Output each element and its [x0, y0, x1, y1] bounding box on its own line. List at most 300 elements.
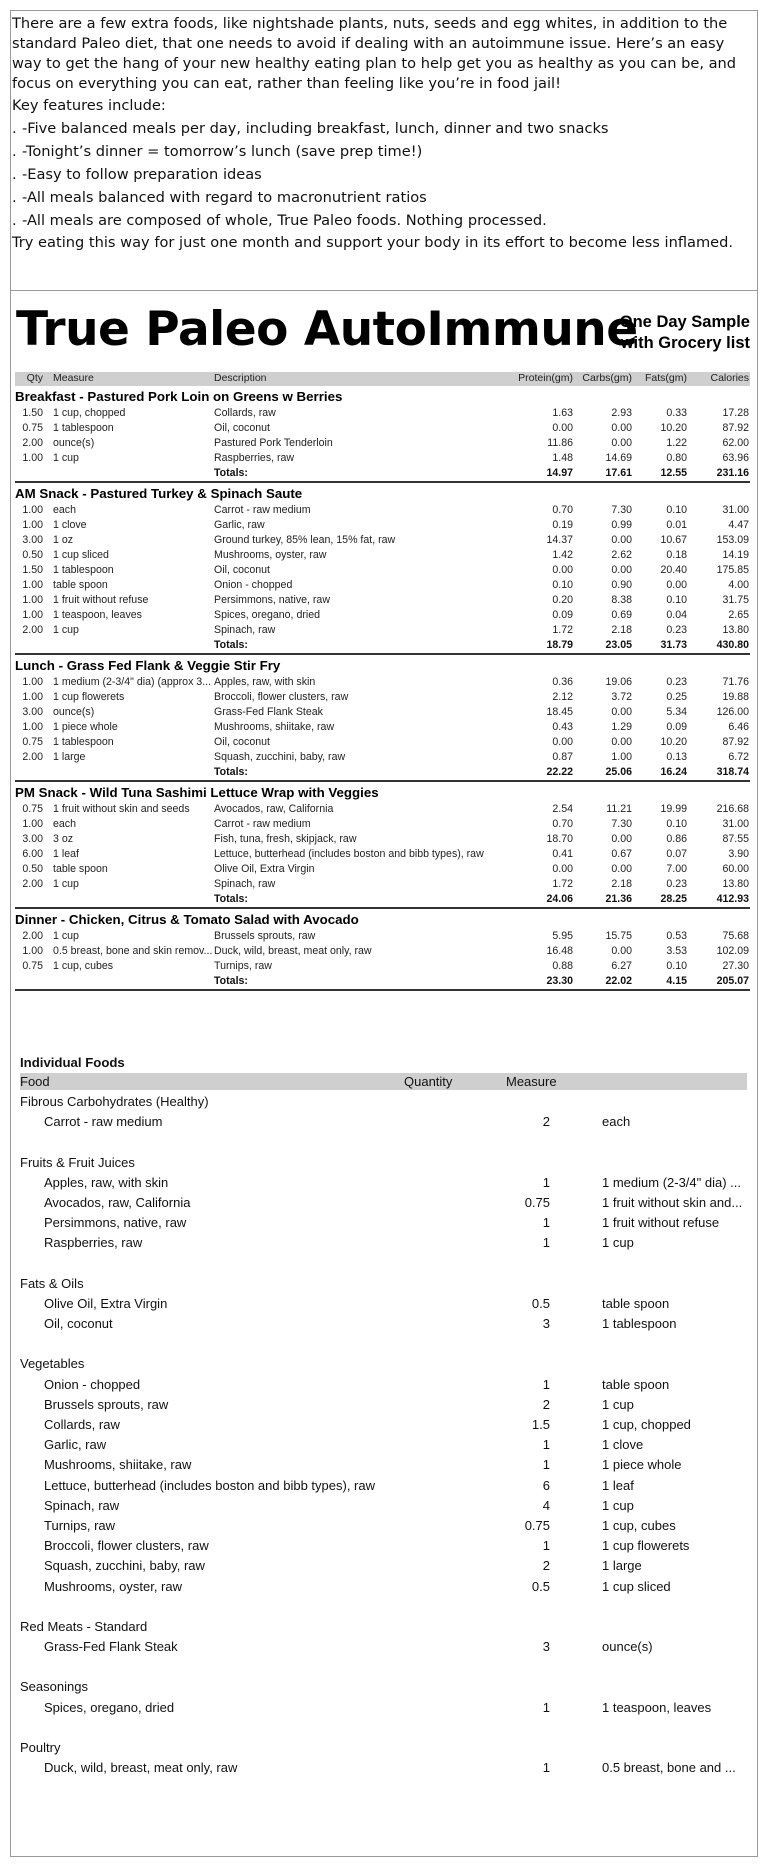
individual-foods-header: [20, 1073, 747, 1090]
cell-description: Spinach, raw: [214, 624, 276, 636]
cell-calories: 126.00: [716, 706, 749, 718]
food-quantity: 3: [542, 1316, 550, 1332]
cell-calories: 31.00: [722, 504, 749, 516]
food-measure: 1 fruit without refuse: [602, 1215, 720, 1231]
food-name: Duck, wild, breast, meat only, raw: [44, 1760, 238, 1776]
total-calories: 205.07: [716, 975, 749, 987]
food-name: Olive Oil, Extra Virgin: [44, 1295, 168, 1311]
food-measure: 1 fruit without skin and...: [602, 1194, 743, 1210]
cell-carbs: 0.67: [611, 848, 632, 860]
cell-calories: 13.80: [722, 878, 749, 890]
cell-qty: 3.00: [22, 706, 43, 718]
food-group-row: [20, 1617, 747, 1637]
cell-protein: 0.09: [552, 609, 573, 621]
cell-measure: 1 clove: [53, 519, 87, 531]
food-name: Broccoli, flower clusters, raw: [44, 1538, 209, 1554]
header-measure-col: Measure: [506, 1074, 557, 1089]
cell-fats: 0.18: [666, 549, 687, 561]
food-name: Spices, oregano, dried: [44, 1699, 175, 1715]
meal-row: [15, 877, 750, 892]
cell-calories: 4.00: [728, 579, 749, 591]
meal-row: [15, 421, 750, 436]
cell-measure: 0.5 breast, bone and skin remov...: [53, 945, 213, 957]
cell-protein: 0.00: [552, 863, 573, 875]
food-item-row: [20, 1698, 747, 1718]
cell-calories: 216.68: [716, 803, 749, 815]
cell-description: Avocados, raw, California: [214, 803, 334, 815]
food-item-row: [20, 1455, 747, 1475]
cell-protein: 14.37: [546, 534, 573, 546]
cell-calories: 27.30: [722, 960, 749, 972]
food-item-row: [20, 1415, 747, 1435]
meal-row: [15, 690, 750, 705]
cell-fats: 0.10: [666, 818, 687, 830]
cell-carbs: 3.72: [611, 691, 632, 703]
food-measure: 1 cup sliced: [602, 1578, 671, 1594]
header-quantity: Quantity: [404, 1074, 453, 1089]
food-quantity: 3: [542, 1639, 550, 1655]
cell-carbs: 0.00: [611, 706, 632, 718]
cell-carbs: 11.21: [606, 803, 632, 815]
food-item-row: [20, 1536, 747, 1556]
food-quantity: 0.5: [531, 1578, 550, 1594]
cell-calories: 175.85: [716, 564, 749, 576]
cell-description: Garlic, raw: [214, 519, 265, 531]
cell-carbs: 0.00: [611, 422, 632, 434]
cell-carbs: 0.00: [611, 736, 632, 748]
feature-item: . -All meals balanced with regard to macronutrient ratios: [12, 189, 427, 206]
meal-row: [15, 944, 750, 959]
total-protein: 22.22: [546, 766, 573, 778]
meal-row: [15, 533, 750, 548]
cell-qty: 1.00: [22, 691, 43, 703]
cell-fats: 10.20: [660, 422, 687, 434]
meal-totals-row: [15, 466, 750, 481]
group-spacer: [20, 1132, 747, 1152]
page-title: True Paleo AutoImmune: [16, 302, 638, 357]
cell-measure: 1 leaf: [53, 848, 79, 860]
food-quantity: 1: [542, 1235, 550, 1251]
cell-calories: 14.19: [722, 549, 749, 561]
meal-row: [15, 720, 750, 735]
meal-totals-row: [15, 765, 750, 780]
food-group-name: Fibrous Carbohydrates (Healthy): [20, 1094, 209, 1109]
intro-paragraph: There are a few extra foods, like nightshade plants, nuts, seeds and egg whites, in addition to the standard Paleo diet, that one needs to avoid if dealing with an autoimmune issue. Here’s an easy way to get the hang of your new healthy eating plan to help get you as healthy as you can be, and focus on everything you can eat, rather than feeling like you’re in food jail!: [12, 15, 737, 92]
cell-qty: 1.00: [22, 519, 43, 531]
food-quantity: 1.5: [531, 1417, 550, 1432]
food-quantity: 1: [542, 1437, 550, 1453]
cell-carbs: 0.00: [611, 534, 632, 546]
cell-protein: 5.95: [552, 930, 573, 942]
cell-fats: 10.67: [660, 534, 687, 546]
cell-fats: 19.99: [660, 803, 687, 815]
cell-carbs: 2.18: [611, 878, 632, 890]
food-measure: 1 cup, chopped: [602, 1417, 691, 1432]
food-group-row: [20, 1092, 747, 1112]
cell-qty: 2.00: [22, 437, 43, 449]
cell-qty: 2.00: [22, 878, 43, 890]
food-name: Spinach, raw: [44, 1497, 120, 1513]
cell-measure: 1 cup flowerets: [53, 691, 125, 703]
food-group-row: [20, 1274, 747, 1294]
food-item-row: [20, 1637, 747, 1657]
total-fats: 28.25: [660, 893, 687, 905]
food-measure: each: [602, 1114, 631, 1130]
cell-protein: 0.19: [552, 519, 573, 531]
cell-protein: 1.48: [552, 452, 573, 464]
feature-item: . -Tonight’s dinner = tomorrow’s lunch (save prep time!): [12, 143, 423, 160]
total-calories: 412.93: [716, 893, 749, 905]
food-item-row: [20, 1193, 747, 1213]
cell-calories: 63.96: [722, 452, 749, 464]
cell-measure: each: [53, 818, 76, 830]
food-measure: table spoon: [602, 1295, 670, 1311]
food-quantity: 1: [542, 1174, 550, 1190]
cell-description: Pastured Pork Tenderloin: [214, 437, 333, 449]
food-quantity: 1: [542, 1760, 550, 1776]
food-measure: 0.5 breast, bone and ...: [602, 1760, 736, 1776]
cell-description: Persimmons, native, raw: [214, 594, 330, 606]
food-quantity: 6: [542, 1477, 550, 1493]
cell-carbs: 0.00: [611, 863, 632, 875]
individual-foods-section: [20, 1053, 747, 1778]
food-quantity: 1: [542, 1538, 550, 1554]
section-divider: [11, 290, 757, 291]
cell-carbs: 0.00: [611, 564, 632, 576]
cell-description: Duck, wild, breast, meat only, raw: [214, 945, 372, 957]
cell-fats: 0.33: [666, 407, 687, 419]
meal-totals-row: [15, 638, 750, 653]
cell-qty: 6.00: [22, 848, 43, 860]
cell-qty: 2.00: [22, 751, 43, 763]
cell-fats: 0.86: [666, 833, 687, 845]
total-fats: 16.24: [660, 766, 687, 778]
meal-section-title: Breakfast - Pastured Pork Loin on Greens w Berries: [15, 389, 343, 404]
food-measure: 1 tablespoon: [602, 1316, 677, 1332]
total-carbs: 17.61: [605, 467, 632, 479]
food-quantity: 1: [542, 1376, 550, 1392]
cell-qty: 1.00: [22, 721, 43, 733]
food-item-row: [20, 1556, 747, 1576]
feature-item: . -All meals are composed of whole, True Paleo foods. Nothing processed.: [12, 212, 547, 229]
cell-measure: 1 cup sliced: [53, 549, 109, 561]
food-measure: 1 cup, cubes: [602, 1517, 676, 1533]
header-fats: Fats(gm): [645, 372, 687, 384]
food-quantity: 1: [542, 1699, 550, 1715]
cell-qty: 1.00: [22, 579, 43, 591]
header-carbs: Carbs(gm): [582, 372, 632, 384]
meal-section-title: Dinner - Chicken, Citrus & Tomato Salad with Avocado: [15, 907, 750, 929]
cell-description: Oil, coconut: [214, 736, 270, 748]
meal-row: [15, 593, 750, 608]
meal-section-title: Lunch - Grass Fed Flank & Veggie Stir Fry: [15, 653, 750, 675]
cell-qty: 3.00: [22, 833, 43, 845]
food-group-row: [20, 1738, 747, 1758]
cell-fats: 0.10: [666, 960, 687, 972]
cell-fats: 0.23: [666, 624, 687, 636]
cell-calories: 2.65: [728, 609, 749, 621]
cell-calories: 3.90: [728, 848, 749, 860]
cell-measure: 3 oz: [53, 833, 74, 845]
meal-totals-row: [15, 974, 750, 989]
food-measure: 1 piece whole: [602, 1457, 682, 1473]
cell-measure: 1 tablespoon: [53, 422, 114, 434]
food-item-row: [20, 1375, 747, 1395]
cell-measure: table spoon: [53, 579, 108, 591]
food-name: Oil, coconut: [44, 1316, 113, 1332]
intro-section: [12, 14, 754, 253]
cell-description: Carrot - raw medium: [214, 504, 311, 516]
cell-protein: 0.70: [552, 818, 573, 830]
cell-description: Mushrooms, shiitake, raw: [214, 721, 335, 733]
cell-qty: 1.00: [22, 504, 43, 516]
total-fats: 4.15: [666, 975, 687, 987]
meal-row: [15, 563, 750, 578]
meal-row: [15, 406, 750, 421]
food-quantity: 1: [542, 1215, 550, 1231]
food-group-name: Red Meats - Standard: [20, 1618, 148, 1634]
group-spacer: [20, 1597, 747, 1617]
cell-protein: 2.12: [552, 691, 573, 703]
cell-carbs: 15.75: [605, 930, 632, 942]
cell-carbs: 8.38: [611, 594, 632, 606]
cell-measure: 1 cup: [53, 930, 79, 942]
cell-fats: 0.23: [666, 878, 687, 890]
cell-qty: 1.50: [22, 564, 43, 576]
cell-fats: 0.10: [666, 594, 687, 606]
cell-description: Onion - chopped: [214, 579, 293, 591]
cell-fats: 0.04: [666, 609, 687, 621]
cell-measure: 1 cup, chopped: [53, 407, 126, 419]
meal-row: [15, 503, 750, 518]
cell-protein: 0.10: [552, 579, 573, 591]
cell-carbs: 0.69: [611, 609, 632, 621]
cell-calories: 87.55: [722, 833, 749, 845]
food-name: Brussels sprouts, raw: [44, 1396, 169, 1412]
total-protein: 14.97: [546, 467, 573, 479]
food-name: Lettuce, butterhead (includes boston and bibb types), raw: [44, 1477, 375, 1493]
group-spacer: [20, 1334, 747, 1354]
cell-description: Apples, raw, with skin: [214, 676, 316, 688]
food-group-name: Fats & Oils: [20, 1275, 84, 1291]
header-protein: Protein(gm): [518, 372, 573, 384]
meal-section-title: AM Snack - Pastured Turkey & Spinach Saute: [15, 481, 750, 503]
meal-row: [15, 451, 750, 466]
cell-protein: 0.70: [552, 504, 573, 516]
meal-table-body: [15, 386, 750, 991]
cell-carbs: 0.99: [611, 519, 632, 531]
cell-protein: 16.48: [546, 945, 573, 957]
cell-description: Spinach, raw: [214, 878, 276, 890]
cell-fats: 0.80: [666, 452, 687, 464]
meal-row: [15, 802, 750, 817]
food-quantity: 0.75: [524, 1517, 550, 1533]
individual-foods-title: Individual Foods: [20, 1055, 125, 1070]
cell-calories: 102.09: [716, 945, 749, 957]
cell-description: Collards, raw: [214, 407, 276, 419]
cell-protein: 0.87: [552, 751, 573, 763]
cell-fats: 3.53: [666, 945, 687, 957]
meal-row: [15, 578, 750, 593]
food-quantity: 0.5: [531, 1295, 550, 1311]
cell-qty: 1.50: [22, 407, 43, 419]
food-measure: 1 cup: [602, 1396, 634, 1412]
cell-fats: 0.00: [666, 579, 687, 591]
cell-calories: 71.76: [722, 676, 749, 688]
cell-protein: 0.41: [552, 848, 573, 860]
food-item-row: [20, 1435, 747, 1455]
food-group-name: Fruits & Fruit Juices: [20, 1154, 135, 1170]
cell-measure: 1 fruit without skin and seeds: [53, 803, 190, 815]
meal-row: [15, 518, 750, 533]
cell-description: Carrot - raw medium: [214, 818, 311, 830]
meal-row: [15, 735, 750, 750]
cell-fats: 0.53: [666, 930, 687, 942]
food-item-row: [20, 1395, 747, 1415]
cell-protein: 0.36: [552, 676, 573, 688]
cell-qty: 1.00: [22, 594, 43, 606]
cell-description: Broccoli, flower clusters, raw: [214, 691, 349, 703]
cell-qty: 1.00: [22, 676, 43, 688]
cell-protein: 1.63: [552, 407, 573, 419]
food-item-row: [20, 1758, 747, 1778]
food-measure: table spoon: [602, 1376, 670, 1392]
food-group-row: [20, 1677, 747, 1697]
cell-carbs: 2.93: [611, 407, 632, 419]
cell-measure: ounce(s): [53, 706, 95, 718]
total-protein: 18.79: [546, 639, 573, 651]
cell-qty: 0.75: [22, 422, 43, 434]
total-calories: 318.74: [716, 766, 749, 778]
group-spacer: [20, 1718, 747, 1738]
features-list: [12, 119, 754, 231]
total-carbs: 23.05: [605, 639, 632, 651]
food-name: Garlic, raw: [44, 1437, 107, 1453]
cell-qty: 1.00: [22, 452, 43, 464]
food-quantity: 0.75: [524, 1194, 550, 1210]
cell-qty: 1.00: [22, 609, 43, 621]
total-fats: 31.73: [660, 639, 687, 651]
food-measure: 1 cup: [602, 1497, 634, 1513]
individual-foods-body: [20, 1092, 747, 1778]
food-item-row: [20, 1314, 747, 1334]
cell-description: Spices, oregano, dried: [214, 609, 321, 621]
group-spacer: [20, 1657, 747, 1677]
meal-row: [15, 675, 750, 690]
food-name: Mushrooms, shiitake, raw: [44, 1457, 192, 1473]
cell-description: Squash, zucchini, baby, raw: [214, 751, 346, 763]
cell-protein: 0.43: [552, 721, 573, 733]
cell-fats: 0.10: [666, 504, 687, 516]
cell-description: Grass-Fed Flank Steak: [214, 706, 323, 718]
cell-carbs: 19.06: [605, 676, 632, 688]
meal-row: [15, 623, 750, 638]
header-calories: Calories: [710, 372, 749, 384]
cell-measure: each: [53, 504, 76, 516]
cell-description: Turnips, raw: [214, 960, 272, 972]
cell-calories: 31.75: [722, 594, 749, 606]
food-item-row: [20, 1496, 747, 1516]
cell-measure: table spoon: [53, 863, 108, 875]
meal-section-title: PM Snack - Wild Tuna Sashimi Lettuce Wrap with Veggies: [15, 780, 750, 802]
cell-protein: 1.72: [552, 878, 573, 890]
food-name: Carrot - raw medium: [44, 1114, 163, 1130]
cell-carbs: 7.30: [611, 504, 632, 516]
total-carbs: 25.06: [605, 766, 632, 778]
cell-protein: 18.70: [546, 833, 573, 845]
header-measure: Measure: [53, 372, 94, 384]
food-quantity: 2: [542, 1396, 550, 1412]
cell-protein: 0.00: [552, 422, 573, 434]
food-name: Mushrooms, oyster, raw: [44, 1578, 182, 1594]
food-measure: 1 clove: [602, 1437, 644, 1453]
food-measure: 1 leaf: [602, 1477, 634, 1493]
food-item-row: [20, 1213, 747, 1233]
cell-qty: 1.00: [22, 945, 43, 957]
cell-protein: 0.20: [552, 594, 573, 606]
cell-description: Oil, coconut: [214, 422, 270, 434]
cell-measure: 1 cup: [53, 878, 79, 890]
cell-fats: 0.23: [666, 676, 687, 688]
food-item-row: [20, 1173, 747, 1193]
cell-protein: 0.88: [552, 960, 573, 972]
cell-measure: 1 fruit without refuse: [53, 594, 149, 606]
cell-fats: 7.00: [666, 863, 687, 875]
food-group-row: [20, 1153, 747, 1173]
total-calories: 430.80: [716, 639, 749, 651]
cell-qty: 1.00: [22, 818, 43, 830]
cell-fats: 0.13: [666, 751, 687, 763]
food-quantity: 2: [542, 1558, 550, 1574]
cell-description: Brussels sprouts, raw: [214, 930, 316, 942]
cell-calories: 4.47: [728, 519, 749, 531]
meal-row: [15, 929, 750, 944]
cell-carbs: 0.00: [611, 945, 632, 957]
meal-row: [15, 436, 750, 451]
cell-protein: 0.00: [552, 564, 573, 576]
meal-row: [15, 548, 750, 563]
cell-fats: 0.25: [666, 691, 687, 703]
cell-qty: 2.00: [22, 624, 43, 636]
cell-measure: 1 oz: [53, 534, 74, 546]
cell-calories: 6.72: [728, 751, 749, 763]
cell-qty: 0.75: [22, 960, 43, 972]
food-measure: 1 teaspoon, leaves: [602, 1699, 712, 1715]
cell-measure: 1 teaspoon, leaves: [53, 609, 142, 621]
cell-qty: 0.50: [22, 549, 43, 561]
food-item-row: [20, 1476, 747, 1496]
header-description: Description: [214, 372, 267, 384]
totals-label: Totals:: [214, 639, 248, 651]
food-quantity: 2: [542, 1114, 550, 1130]
cell-fats: 20.40: [660, 564, 687, 576]
cell-qty: 2.00: [22, 930, 43, 942]
cell-description: Lettuce, butterhead (includes boston and bibb types), raw: [214, 848, 484, 860]
total-protein: 23.30: [546, 975, 573, 987]
food-measure: ounce(s): [602, 1639, 653, 1655]
cell-qty: 0.75: [22, 803, 43, 815]
cell-measure: 1 cup: [53, 452, 79, 464]
food-quantity: 4: [542, 1497, 550, 1513]
total-fats: 12.55: [660, 467, 687, 479]
food-measure: 1 cup: [602, 1235, 634, 1251]
food-group-name: Vegetables: [20, 1356, 85, 1372]
total-carbs: 22.02: [605, 975, 632, 987]
meal-plan-table: [15, 372, 750, 991]
header-food: Food: [20, 1074, 50, 1089]
totals-label: Totals:: [214, 766, 248, 778]
cell-calories: 31.00: [722, 818, 749, 830]
